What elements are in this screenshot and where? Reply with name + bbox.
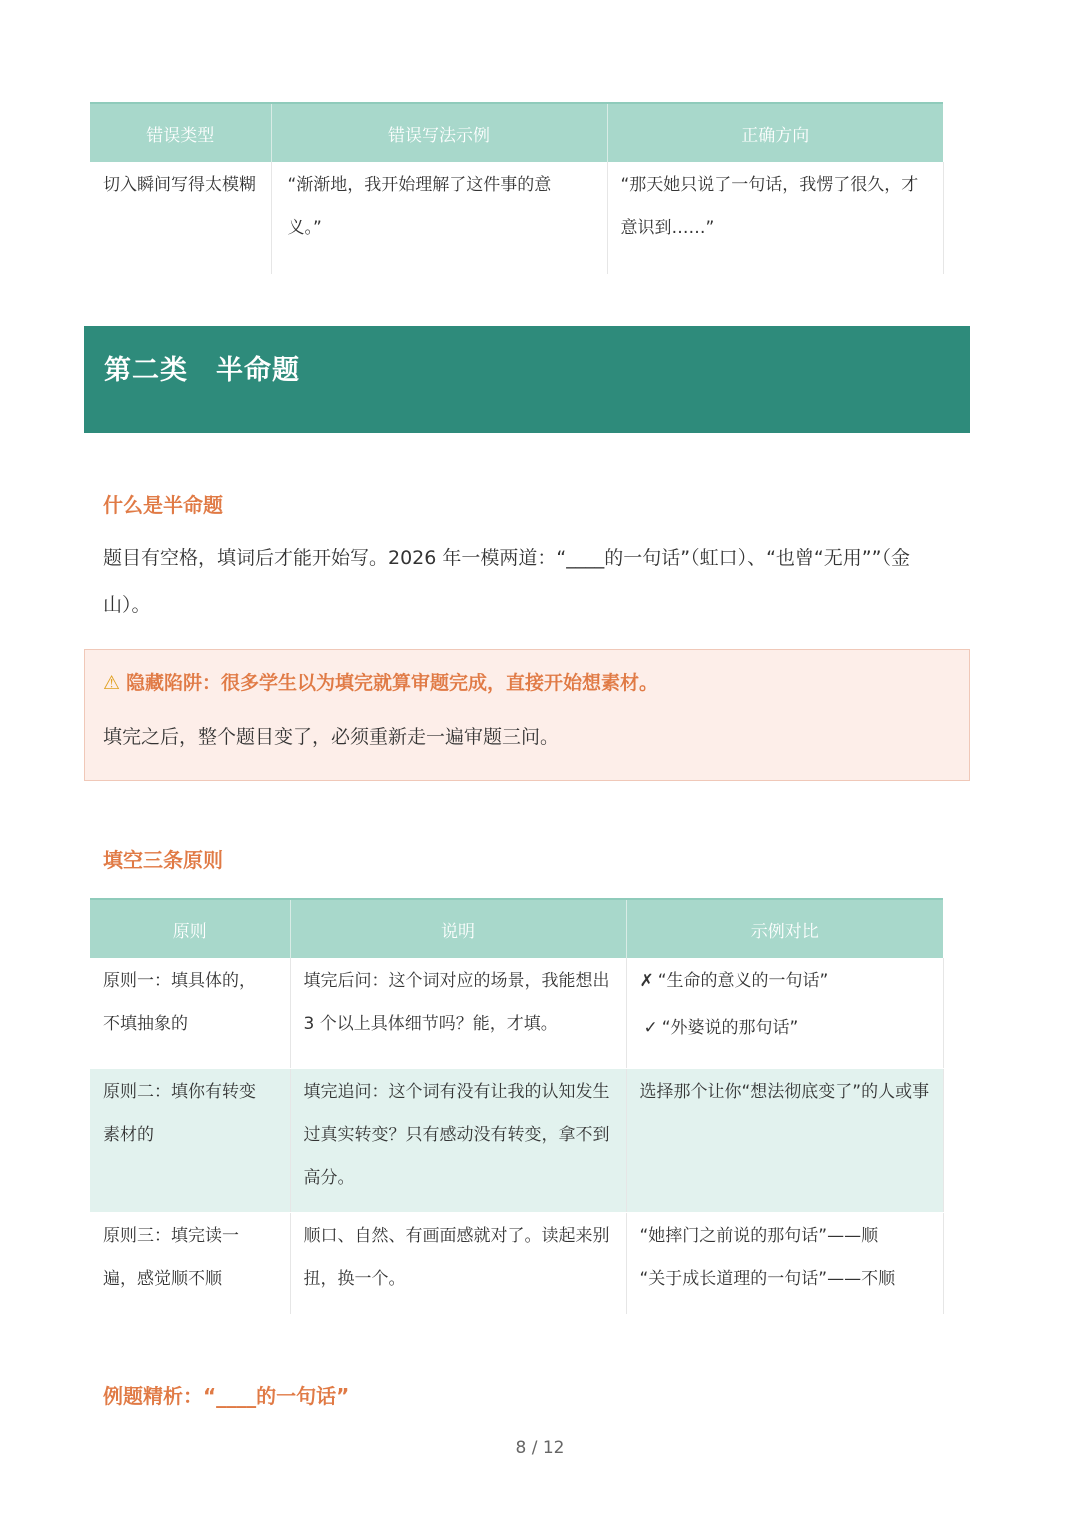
warning-text: 填完之后，整个题目变了，必须重新走一遍审题三问。 [103, 726, 560, 748]
table-cell: 原则一：填具体的，不填抽象的 [90, 958, 290, 1068]
table-cell: “那天她只说了一句话，我愣了很久，才意识到……” [607, 162, 943, 275]
example-good: “外婆说的那句话” [661, 1018, 799, 1038]
table-cell: 原则二：填你有转变素材的 [90, 1068, 290, 1212]
table-cell [626, 1212, 943, 1314]
section-banner [84, 326, 970, 433]
table-cell: 选择那个让你“想法彻底变了”的人或事 [626, 1068, 943, 1212]
warning-icon: ⚠ [103, 672, 121, 694]
table-row [90, 162, 943, 275]
principles-table [90, 898, 944, 1315]
what-is-text: 题目有空格，填词后才能开始写。2026 年一模两道：“____的一句话”（虹口）、“也曾“无用””（金山）。 [103, 547, 910, 616]
example-analysis-heading: 例题精析：“____的一句话” [103, 1384, 350, 1408]
table-row [90, 1212, 943, 1314]
table-header-cell: 示例对比 [626, 899, 943, 958]
table-header-cell: 正确方向 [607, 103, 943, 162]
example-line: “关于成长道理的一句话”——不顺 [639, 1268, 896, 1289]
table-cell: 顺口、自然、有画面感就对了。读起来别扭，换一个。 [290, 1212, 626, 1314]
example-line: “她摔门之前说的那句话”——顺 [639, 1225, 879, 1246]
table-header-row [90, 899, 943, 958]
table-header-cell: 错误写法示例 [271, 103, 607, 162]
table-header-cell: 错误类型 [90, 103, 271, 162]
table-cell: 填完追问：这个词有没有让我的认知发生过真实转变？只有感动没有转变，拿不到高分。 [290, 1068, 626, 1212]
table-cell: 切入瞬间写得太模糊 [90, 162, 271, 275]
example-bad: “生命的意义的一句话” [657, 971, 829, 991]
cross-icon: ✗ [639, 971, 654, 991]
table-cell: “渐渐地，我开始理解了这件事的意义。” [271, 162, 607, 275]
table-row [90, 958, 943, 1068]
check-icon: ✓ [643, 1018, 658, 1038]
principles-heading: 填空三条原则 [103, 848, 223, 872]
section-title: 第二类 半命题 [104, 355, 300, 386]
warning-callout [84, 649, 970, 781]
table-row [90, 1068, 943, 1212]
table-cell: 原则三：填完读一遍，感觉顺不顺 [90, 1212, 290, 1314]
table-cell: 填完后问：这个词对应的场景，我能想出 3 个以上具体细节吗？能，才填。 [290, 958, 626, 1068]
warning-title: 隐藏陷阱：很多学生以为填完就算审题完成，直接开始想素材。 [126, 672, 659, 694]
table-header-cell: 原则 [90, 899, 290, 958]
error-type-table [90, 102, 944, 275]
page-number: 8 / 12 [515, 1438, 565, 1458]
example-bad-line [640, 958, 931, 1005]
what-is-heading: 什么是半命题 [103, 493, 223, 517]
example-good-line [640, 1005, 931, 1052]
table-header-cell: 说明 [290, 899, 626, 958]
table-cell [626, 958, 943, 1068]
table-header-row [90, 103, 943, 162]
warning-title-line [103, 668, 658, 695]
